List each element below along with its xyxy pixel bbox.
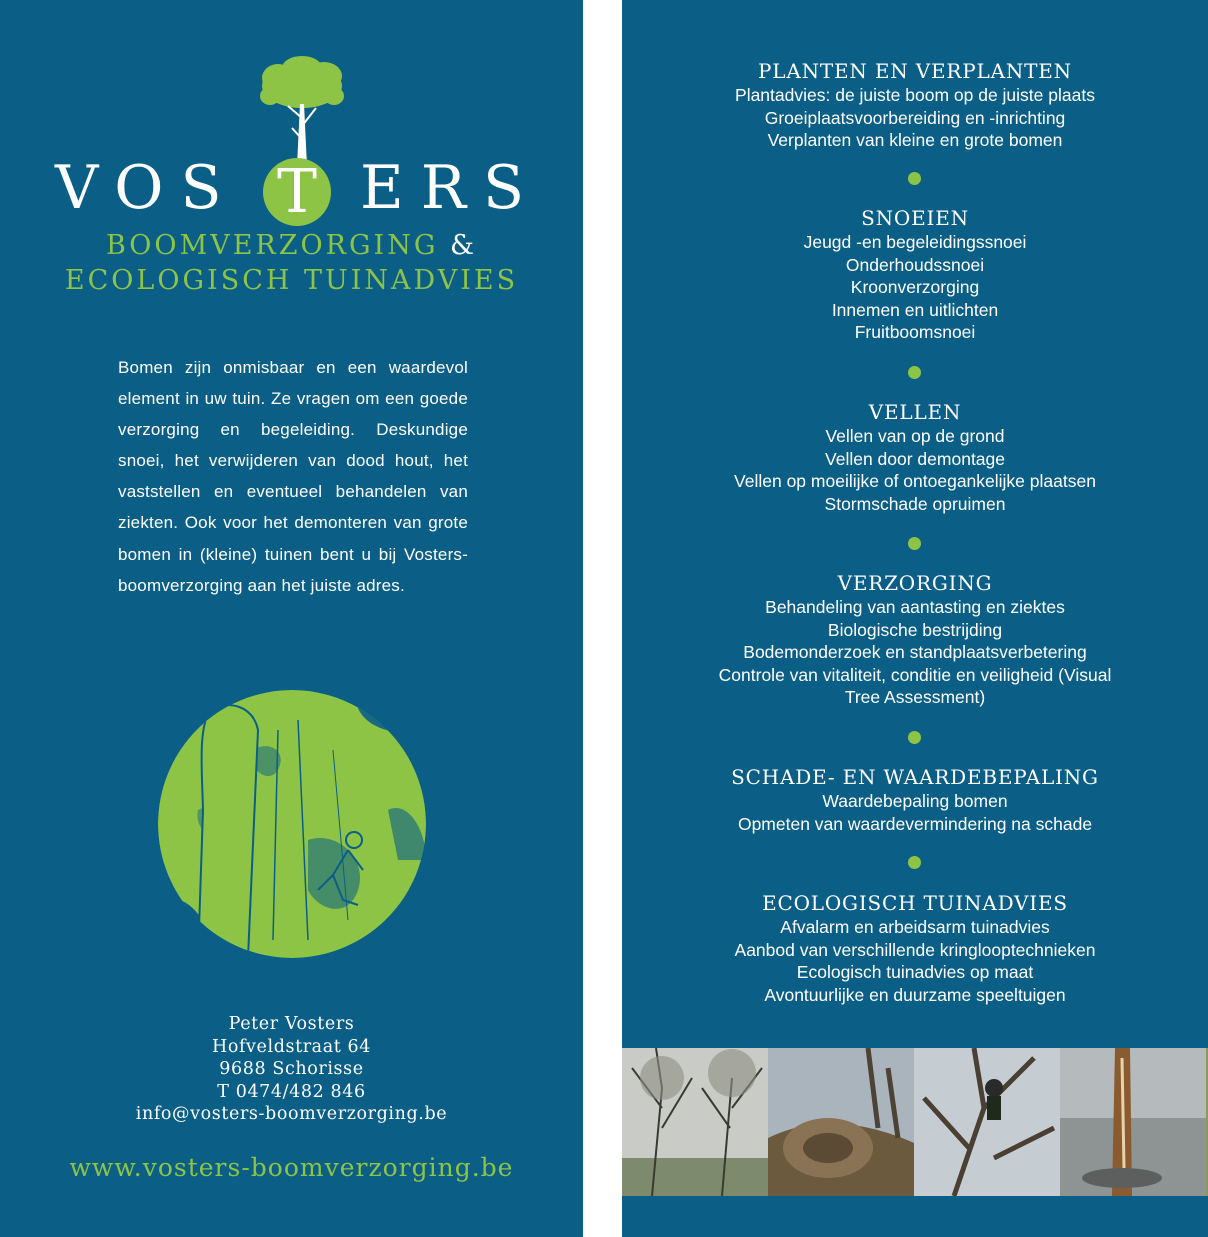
contact-city: 9688 Schorisse xyxy=(219,1059,364,1080)
separator-dot xyxy=(908,731,921,744)
service-item: Afvalarm en arbeidsarm tuinadvies xyxy=(780,917,1050,937)
split-trunk-photo xyxy=(1060,1048,1206,1196)
separator-dot xyxy=(908,856,921,869)
service-item: Vellen door demontage xyxy=(825,448,1005,469)
left-panel xyxy=(0,0,583,1237)
service-item: Opmeten van waardevermindering na schade xyxy=(737,813,1093,834)
separator-dot xyxy=(908,366,921,379)
service-item: Aanbod van verschillende kringlooptechnieken xyxy=(734,939,1096,960)
brand-name-left: VOS xyxy=(55,153,239,223)
service-item: Avontuurlijke en duurzame speeltuigen xyxy=(764,984,1066,1005)
service-verzorging xyxy=(622,570,1208,709)
service-item: Behandeling van aantasting en ziektes xyxy=(765,597,1065,617)
service-ecologisch xyxy=(622,890,1208,1006)
service-item: Jeugd -en begeleidingssnoei xyxy=(803,232,1027,252)
website-link[interactable]: www.vosters-boomverzorging.be xyxy=(69,1153,514,1182)
climber-in-tree-photo xyxy=(914,1048,1060,1196)
service-item: Groeiplaatsvoorbereiding en -inrichting xyxy=(764,107,1066,128)
contact-name: Peter Vosters xyxy=(228,1014,355,1034)
separator-dot xyxy=(908,172,921,185)
service-vellen xyxy=(622,399,1208,515)
service-item: Vellen van op de grond xyxy=(825,426,1005,446)
contact-phone: T 0474/482 846 xyxy=(217,1081,366,1102)
service-item: Tree Assessment) xyxy=(844,687,986,707)
trees-with-climbers-photo xyxy=(622,1048,768,1196)
service-item: Controle van vitaliteit, conditie en veiligheid (Visual xyxy=(718,664,1112,685)
service-item: Biologische bestrijding xyxy=(827,619,1003,640)
tagline-word: BOOMVERZORGING xyxy=(105,230,439,261)
service-item: Waardebepaling bomen xyxy=(822,791,1008,811)
right-panel xyxy=(622,0,1208,1237)
tree-climber-illustration-icon xyxy=(158,690,426,958)
brand-wordmark xyxy=(0,148,583,228)
tagline-ampersand: & xyxy=(450,230,478,261)
tagline-line2: ECOLOGISCH TUINADVIES xyxy=(64,265,519,296)
service-item: Bodemonderzoek en standplaatsverbetering xyxy=(743,642,1087,662)
service-title: ECOLOGISCH TUINADVIES xyxy=(762,891,1068,915)
service-item: Vellen op moeilijke of ontoegankelijke plaatsen xyxy=(734,471,1096,491)
brand-name-right: ERS xyxy=(360,153,542,223)
service-item: Plantadvies: de juiste boom op de juiste plaats xyxy=(735,85,1095,105)
service-item: Ecologisch tuinadvies op maat xyxy=(796,962,1034,982)
separator-dot xyxy=(908,537,921,550)
service-schade xyxy=(622,764,1208,835)
service-title: VELLEN xyxy=(868,400,962,424)
contact-street: Hofveldstraat 64 xyxy=(211,1036,372,1057)
service-item: Kroonverzorging xyxy=(850,277,980,297)
photo-strip xyxy=(622,1048,1208,1196)
tagline-line1 xyxy=(0,230,583,261)
tree-stump-photo xyxy=(768,1048,914,1196)
service-title: SCHADE- EN WAARDEBEPALING xyxy=(731,765,1099,789)
service-item: Fruitboomsnoei xyxy=(854,322,976,342)
contact-block xyxy=(0,1013,583,1126)
service-title: PLANTEN EN VERPLANTEN xyxy=(758,59,1072,83)
intro-paragraph: Bomen zijn onmisbaar en een waardevol element in uw tuin. Ze vragen om een goede verzorging en begeleiding. Deskundige snoei, het verwijderen van dood hout, het vaststellen en eventueel behandelen van ziekten. Ook voor het demonteren van grote bomen in (kleine) tuinen bent u bij Vosters-boomverzorging aan het juiste adres. xyxy=(118,358,468,595)
service-item: Verplanten van kleine en grote bomen xyxy=(767,130,1063,150)
service-item: Stormschade opruimen xyxy=(824,493,1006,514)
service-snoeien xyxy=(622,205,1208,344)
contact-email[interactable]: info@vosters-boomverzorging.be xyxy=(135,1104,448,1125)
service-title: VERZORGING xyxy=(837,571,993,595)
service-planten xyxy=(622,58,1208,152)
brand-t-circle: T xyxy=(263,158,331,226)
service-item: Onderhoudssnoei xyxy=(845,254,985,275)
service-item: Innemen en uitlichten xyxy=(831,299,999,320)
service-title: SNOEIEN xyxy=(861,206,969,230)
